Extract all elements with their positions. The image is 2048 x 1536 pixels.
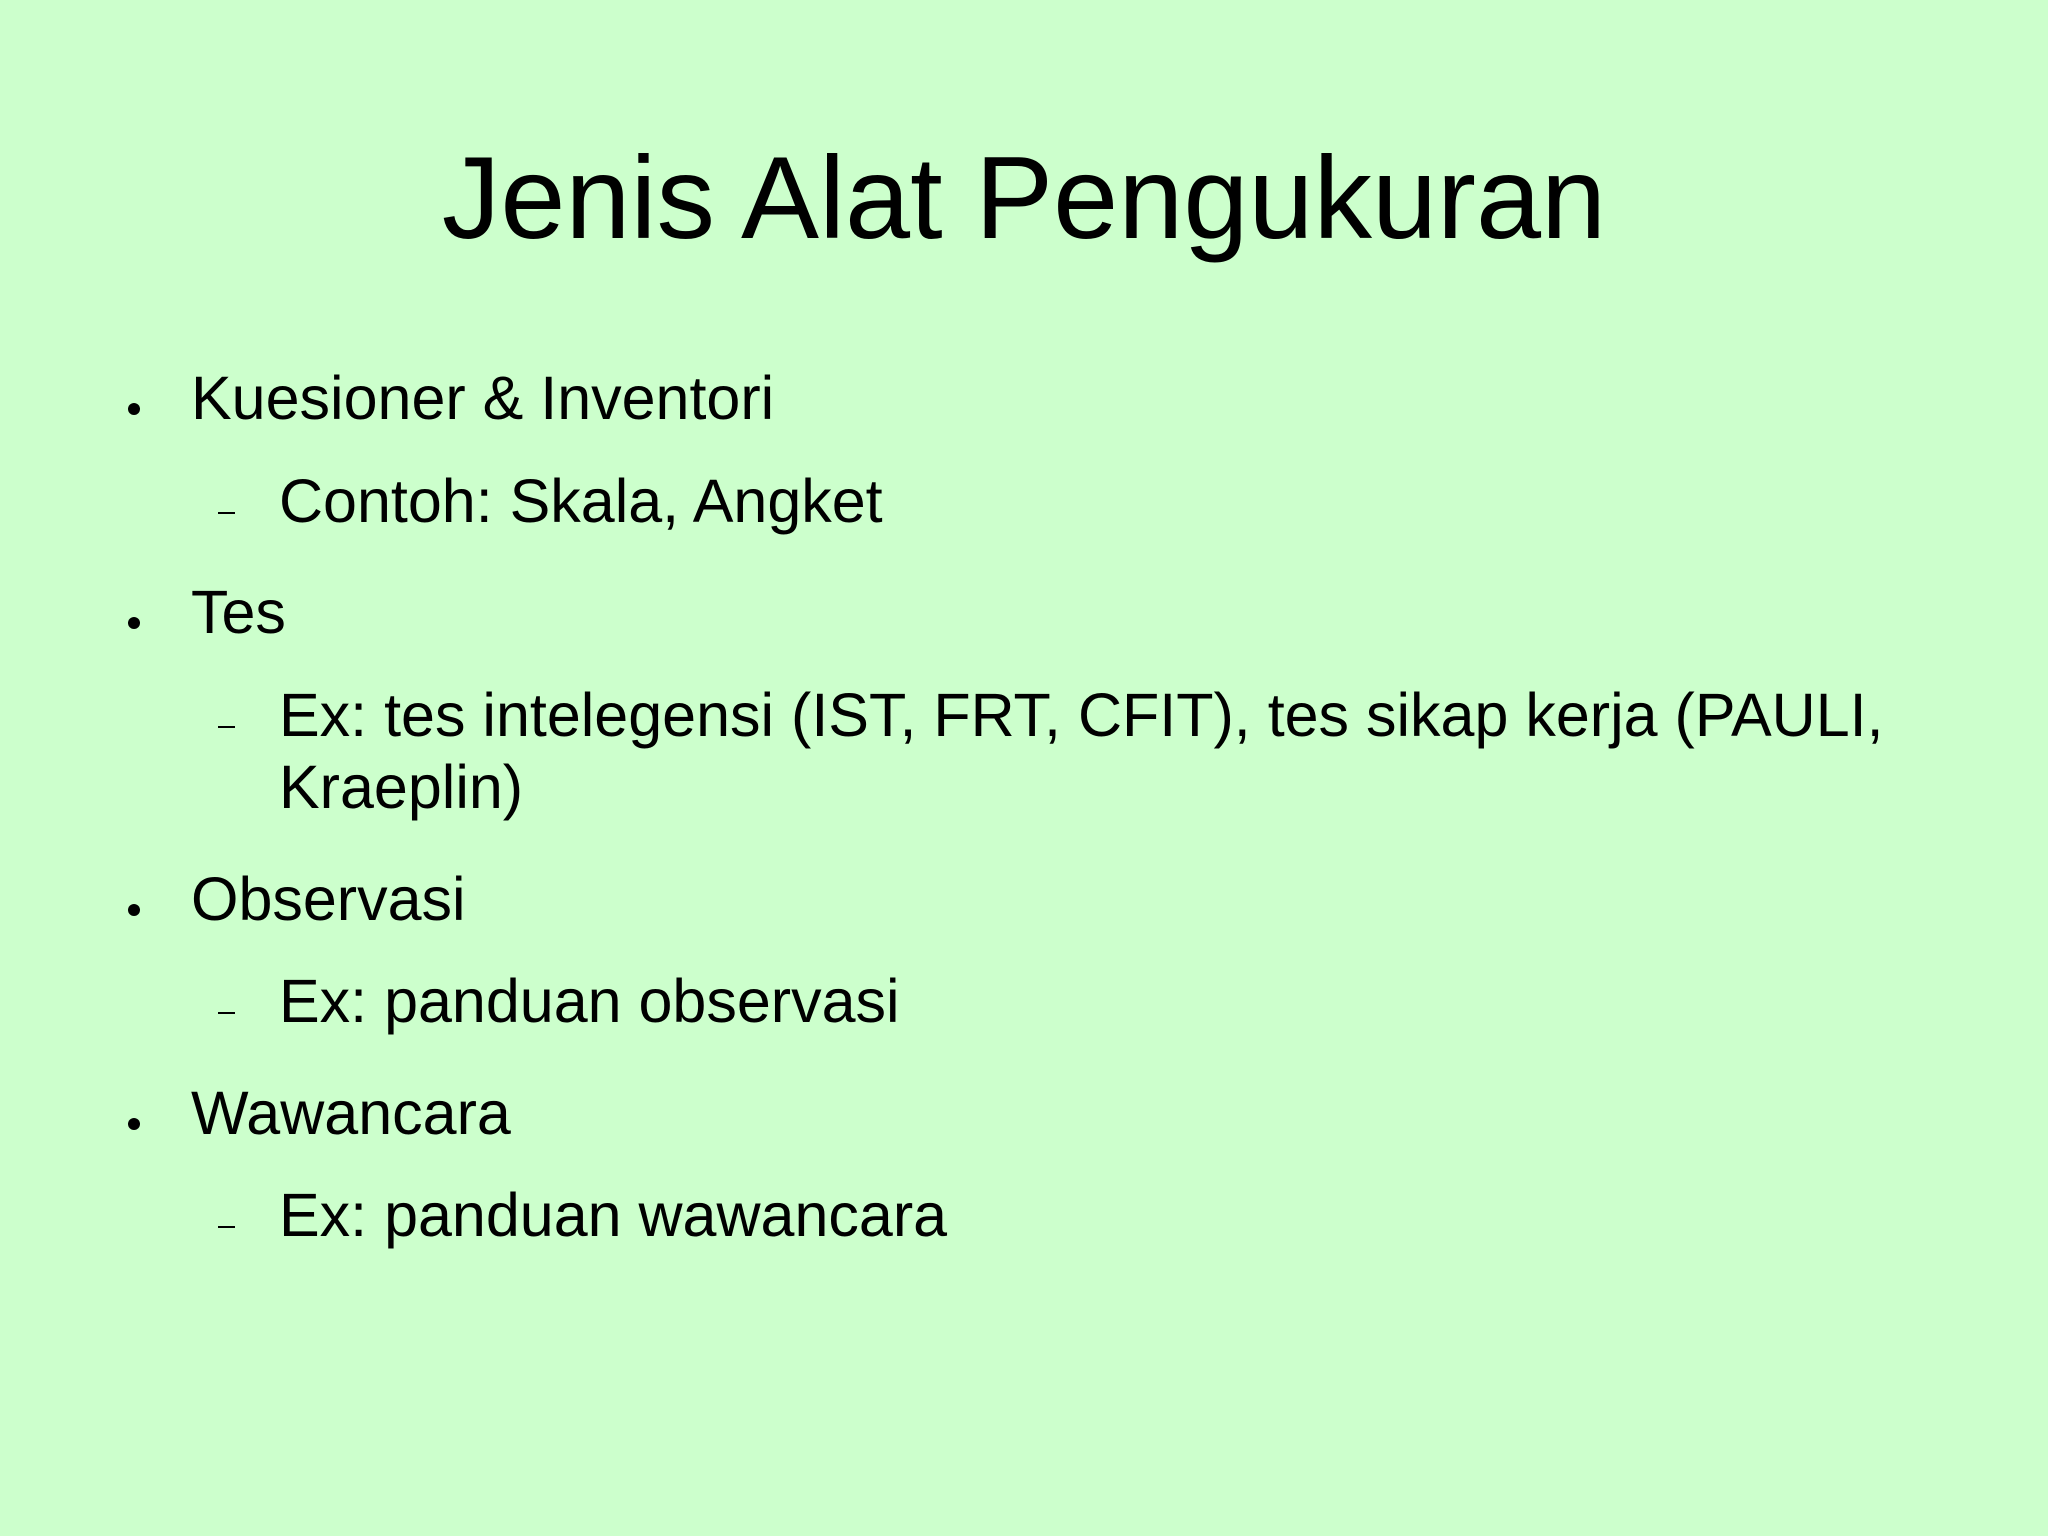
list-item-label: Tes: [191, 578, 286, 646]
list-item-label: Wawancara: [191, 1079, 511, 1147]
dash-icon: [218, 512, 235, 514]
slide-title: Jenis Alat Pengukuran: [441, 132, 1607, 263]
sub-item-label: Ex: panduan wawancara: [279, 1181, 948, 1249]
bullet-icon: [128, 1118, 140, 1130]
bullet-icon: [128, 904, 140, 916]
sub-item-label-continued: Kraeplin): [279, 753, 524, 821]
list-item-label: Observasi: [191, 865, 466, 933]
sub-item-label: Ex: tes intelegensi (IST, FRT, CFIT), tes sikap kerja (PAULI,: [279, 681, 1884, 749]
dash-icon: [218, 726, 235, 728]
sub-item-label: Contoh: Skala, Angket: [279, 467, 883, 535]
dash-icon: [218, 1226, 235, 1228]
sub-item-label: Ex: panduan observasi: [279, 967, 900, 1035]
dash-icon: [218, 1012, 235, 1014]
bullet-icon: [128, 403, 140, 415]
list-item-label: Kuesioner & Inventori: [191, 364, 775, 432]
bullet-icon: [128, 617, 140, 629]
